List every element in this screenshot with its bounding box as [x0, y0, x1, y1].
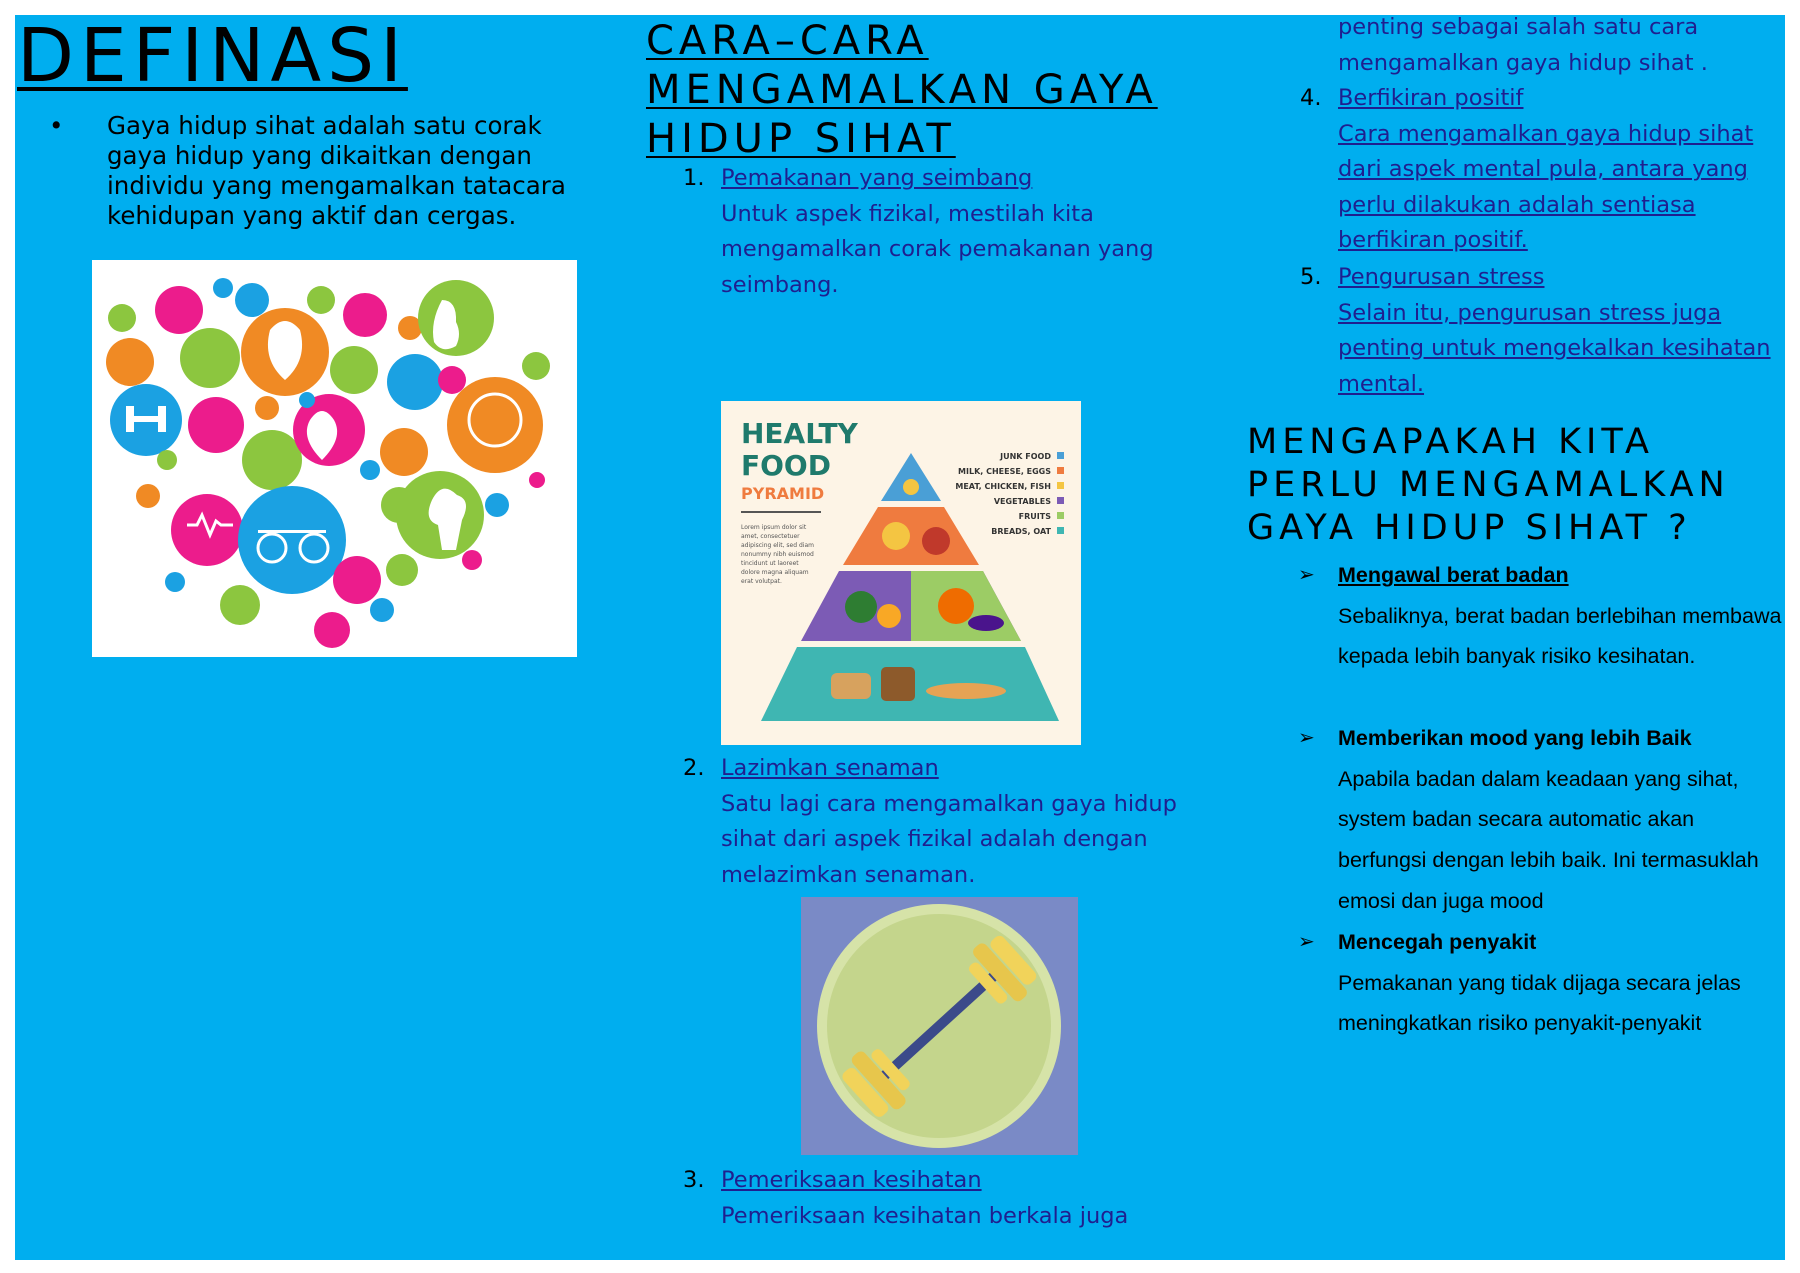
list-item-body: Satu lagi cara mengamalkan gaya hidup sihat dari aspek fizikal adalah dengan melazimkan senaman. [721, 790, 1177, 888]
list-number: 5. [1300, 264, 1322, 290]
food-pyramid-image [721, 401, 1081, 745]
lorem-line: erat volutpat. [741, 578, 782, 585]
bullet-icon: • [49, 111, 64, 140]
reason-body: Sebaliknya, berat badan berlebihan membawa kepada lebih banyak risiko kesihatan. [1338, 603, 1782, 669]
lorem-line: dolore magna aliquam [741, 569, 809, 576]
list-item-heading[interactable]: Pemeriksaan kesihatan [721, 1167, 982, 1193]
food-pyramid-graphic [721, 401, 1081, 745]
pyramid-title-line2: FOOD [741, 449, 831, 482]
pyramid-title-line3: PYRAMID [741, 484, 825, 503]
reason-item-1 [1298, 555, 1785, 677]
reason-body: Apabila badan dalam keadaan yang sihat, system badan secara automatic akan berfungsi dengan lebih baik. Ini termasuklah emosi dan juga mood [1338, 766, 1759, 913]
list-item-body: Untuk aspek fizikal, mestilah kita mengamalkan corak pemakanan yang seimbang. [721, 200, 1154, 298]
reason-heading: Mencegah penyakit [1338, 930, 1537, 954]
list-item-body: Selain itu, pengurusan stress juga penting untuk mengekalkan kesihatan mental. [1338, 299, 1771, 397]
lorem-line: tincidunt ut laoreet [741, 560, 799, 567]
legend-swatch [1057, 512, 1064, 519]
list-item-2 [683, 751, 1191, 893]
continued-text: penting sebagai salah satu cara mengamalkan gaya hidup sihat . [1338, 15, 1708, 76]
list-item-heading[interactable]: Lazimkan senaman [721, 755, 939, 781]
reason-item-2 [1298, 718, 1785, 922]
list-item-body: Cara mengamalkan gaya hidup sihat dari aspek mental pula, antara yang perlu dilakukan adalah sentiasa berfikiran positif. [1338, 120, 1754, 253]
list-item-3 [683, 1163, 1191, 1234]
legend-swatch [1057, 482, 1064, 489]
list-item-heading[interactable]: Pengurusan stress [1338, 264, 1545, 290]
reason-body: Pemakanan yang tidak dijaga secara jelas meningkatkan risiko penyakit-penyakit [1338, 970, 1741, 1036]
lorem-line: amet, consectetuer [741, 533, 800, 540]
list-item-heading[interactable]: Pemakanan yang seimbang [721, 165, 1033, 191]
lorem-line: nonummy nibh euismod [741, 551, 814, 558]
list-item-body: Pemeriksaan kesihatan berkala juga [721, 1202, 1129, 1229]
legend-label: FRUITS [1018, 512, 1051, 521]
legend-label: JUNK FOOD [1000, 452, 1051, 461]
reason-item-3 [1298, 922, 1785, 1044]
legend-label: MEAT, CHICKEN, FISH [955, 482, 1051, 491]
lorem-line: adipiscing elit, sed diam [741, 542, 814, 549]
dumbbell-image [801, 897, 1078, 1155]
legend-swatch [1057, 527, 1064, 534]
pyramid-title-line1: HEALTY [741, 417, 858, 450]
ways-title: CARA–CARA MENGAMALKAN GAYA HIDUP SIHAT [646, 18, 1158, 162]
legend-swatch [1057, 467, 1064, 474]
healthy-lifestyle-heart-image [92, 260, 577, 657]
arrow-bullet-icon: ➢ [1298, 931, 1315, 953]
definition-text: Gaya hidup sihat adalah satu corak gaya hidup yang dikaitkan dengan individu yang mengamalkan tatacara kehidupan yang aktif dan cergas. [107, 111, 566, 230]
list-number: 1. [683, 165, 705, 191]
reason-heading: Mengawal berat badan [1338, 563, 1569, 587]
list-number: 4. [1300, 85, 1322, 111]
lorem-line: Lorem ipsum dolor sit [741, 524, 807, 531]
brochure-page [15, 15, 1785, 1260]
legend-label: MILK, CHEESE, EGGS [958, 467, 1051, 476]
reason-heading: Memberikan mood yang lebih Baik [1338, 726, 1692, 750]
legend-label: VEGETABLES [993, 497, 1051, 506]
list-item-4 [1300, 81, 1785, 259]
arrow-bullet-icon: ➢ [1298, 727, 1315, 749]
legend-label: BREADS, OAT [991, 527, 1051, 536]
list-item-1 [683, 161, 1191, 303]
list-item-5 [1300, 260, 1785, 402]
arrow-bullet-icon: ➢ [1298, 564, 1315, 586]
legend-swatch [1057, 452, 1064, 459]
legend-swatch [1057, 497, 1064, 504]
why-title: MENGAPAKAH KITA PERLU MENGAMALKAN GAYA HIDUP SIHAT ? [1247, 422, 1730, 548]
definition-title: DEFINASI [17, 15, 408, 99]
list-number: 3. [683, 1167, 705, 1193]
list-item-heading[interactable]: Berfikiran positif [1338, 85, 1524, 111]
list-number: 2. [683, 755, 705, 781]
